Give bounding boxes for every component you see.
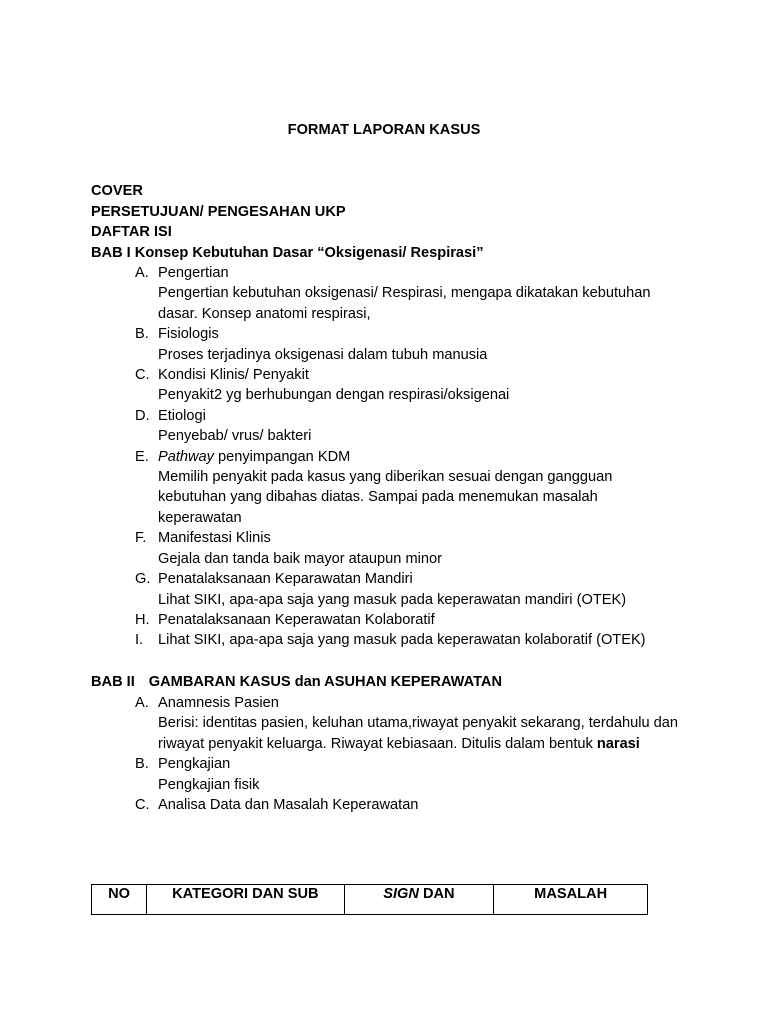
item-description: Gejala dan tanda baik mayor ataupun minor — [158, 550, 442, 567]
item-letter: F. — [135, 530, 147, 547]
list-item — [91, 630, 691, 650]
item-label: Pengertian — [158, 265, 229, 281]
item-description: Penyebab/ vrus/ bakteri — [158, 428, 312, 445]
item-label: Fisiologis — [158, 326, 219, 343]
item-letter: A. — [135, 265, 149, 281]
list-item — [91, 569, 691, 610]
list-item — [91, 406, 691, 447]
heading-cover: COVER — [91, 183, 143, 199]
item-label: Manifestasi Klinis — [158, 530, 271, 547]
heading-daftar-isi: DAFTAR ISI — [91, 224, 172, 241]
item-letter: H. — [135, 611, 150, 628]
item-letter: C. — [135, 367, 150, 384]
item-letter: C. — [135, 797, 150, 814]
table-header-masalah: MASALAH — [494, 885, 648, 915]
item-label: Penatalaksanaan Keparawatan Mandiri — [158, 571, 413, 588]
headings — [91, 181, 484, 263]
heading-bab-1: BAB I Konsep Kebutuhan Dasar “Oksigenasi/ Respirasi” — [91, 244, 484, 261]
item-description: Penyakit2 yg berhubungan dengan respirasi/oksigenai — [158, 387, 510, 404]
item-letter: G. — [135, 571, 151, 588]
item-letter: A. — [135, 695, 149, 711]
analysis-table — [91, 884, 648, 915]
page-title: FORMAT LAPORAN KASUS — [287, 122, 481, 138]
heading-persetujuan: PERSETUJUAN/ PENGESAHAN UKP — [91, 203, 346, 220]
item-letter: D. — [135, 407, 150, 424]
item-description — [158, 713, 678, 754]
table-header-kategori: KATEGORI DAN SUB — [147, 885, 344, 915]
item-label: Penatalaksanaan Keperawatan Kolaboratif — [158, 611, 435, 628]
bab2-list — [91, 693, 691, 815]
item-label: Lihat SIKI, apa-apa saja yang masuk pada keperawatan kolaboratif (OTEK) — [158, 632, 646, 649]
item-description: Memilih penyakit pada kasus yang diberikan sesuai dengan gangguan kebutuhan yang dibahas diatas. Sampai pada menemukan masalah keperawatan — [158, 469, 613, 526]
table-header-row — [92, 885, 648, 915]
item-letter: E. — [135, 448, 149, 465]
sign-rest: DAN — [418, 886, 455, 902]
bab2-title: GAMBARAN KASUS dan ASUHAN KEPERAWATAN — [148, 674, 503, 690]
table-header-no: NO — [92, 885, 147, 915]
list-item — [91, 263, 691, 324]
item-description-bold: narasi — [596, 735, 640, 752]
item-label: Kondisi Klinis/ Penyakit — [158, 367, 309, 384]
table-header-sign — [344, 885, 494, 915]
list-item — [91, 365, 691, 406]
list-item — [91, 528, 691, 569]
item-letter: B. — [135, 756, 149, 773]
list-item — [91, 693, 691, 754]
item-description: Pengkajian fisik — [158, 776, 260, 793]
bab1-list — [91, 263, 691, 651]
list-item — [91, 447, 691, 529]
list-item — [91, 795, 691, 815]
item-label: Analisa Data dan Masalah Keperawatan — [158, 797, 419, 814]
sign-italic: SIGN — [383, 886, 419, 902]
item-label: Pengkajian — [158, 756, 231, 773]
item-description: Lihat SIKI, apa-apa saja yang masuk pada keperawatan mandiri (OTEK) — [158, 591, 627, 608]
item-label: Etiologi — [158, 407, 206, 424]
item-letter: I. — [135, 632, 144, 649]
bab2-prefix: BAB II — [91, 674, 135, 690]
item-description-text: Berisi: identitas pasien, keluhan utama,riwayat penyakit sekarang, terdahulu dan riwayat penyakit keluarga. Riwayat kebiasaan. Ditulis dalam bentuk — [158, 715, 679, 752]
item-letter: B. — [135, 326, 149, 343]
list-item — [91, 754, 691, 795]
heading-bab-2 — [91, 672, 502, 693]
item-description: Pengertian kebutuhan oksigenasi/ Respirasi, mengapa dikatakan kebutuhan dasar. Konsep anatomi respirasi, — [158, 285, 651, 322]
item-label: Anamnesis Pasien — [158, 695, 279, 711]
item-description: Proses terjadinya oksigenasi dalam tubuh manusia — [158, 346, 488, 363]
item-label-italic: Pathway — [158, 448, 214, 465]
list-item — [91, 610, 691, 630]
list-item — [91, 324, 691, 365]
item-label: penyimpangan KDM — [213, 448, 351, 465]
